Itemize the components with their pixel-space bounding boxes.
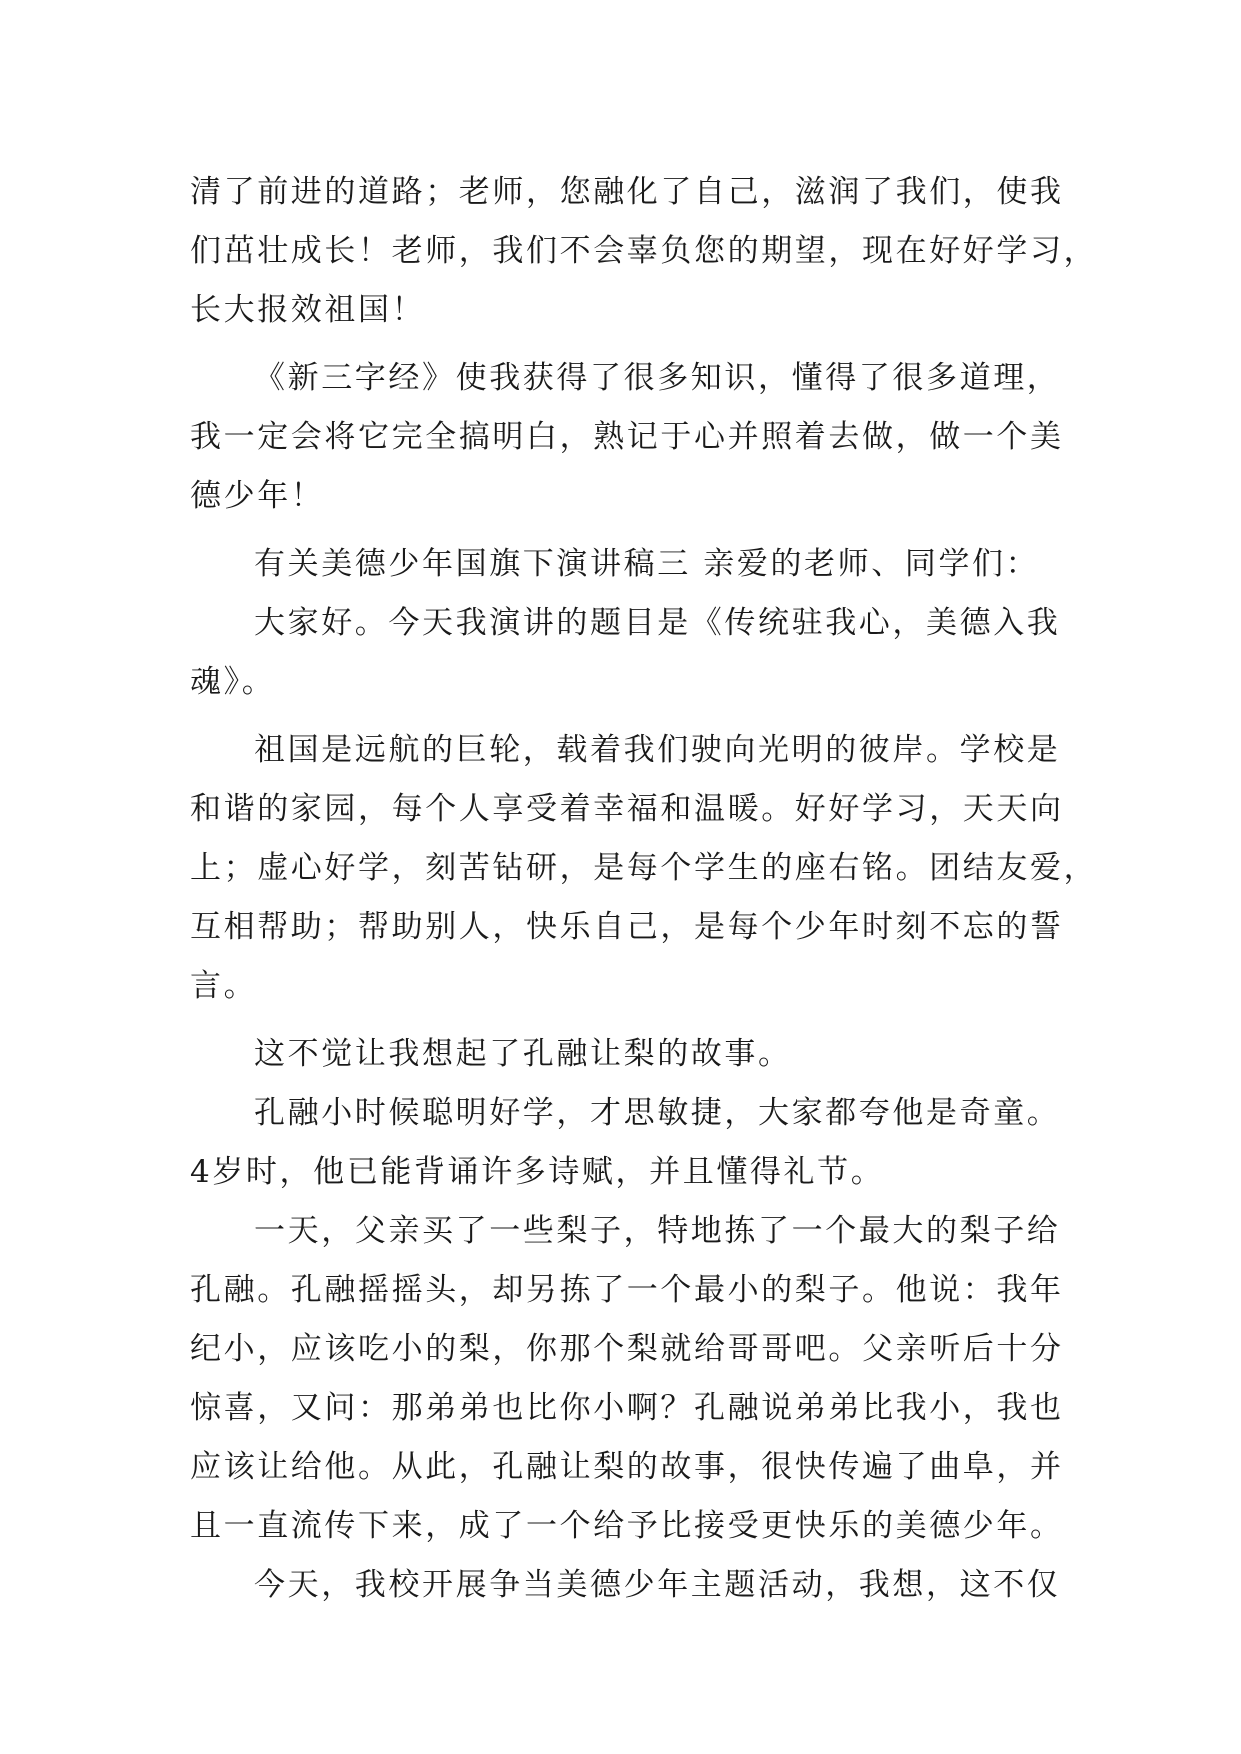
text-line: 纪小，应该吃小的梨，你那个梨就给哥哥吧。父亲听后十分	[190, 1331, 1064, 1367]
text-line: 孔融小时候聪明好学，才思敏捷，大家都夸他是奇童。	[254, 1095, 1061, 1131]
text-line: 惊喜，又问：那弟弟也比你小啊？孔融说弟弟比我小，我也	[190, 1390, 1064, 1426]
paragraph-teacher-gratitude	[190, 163, 1098, 340]
text-line: 们茁壮成长！老师，我们不会辜负您的期望，现在好好学习，	[190, 233, 1098, 269]
speech-heading: 有关美德少年国旗下演讲稿三 亲爱的老师、同学们：	[254, 546, 1040, 582]
text-line: 大家好。今天我演讲的题目是《传统驻我心，美德入我	[254, 605, 1061, 641]
text-line: 孔融。孔融摇摇头，却另拣了一个最小的梨子。他说：我年	[190, 1272, 1064, 1308]
text-line: 德少年！	[190, 478, 325, 514]
paragraph-new-three-character-classic	[190, 349, 1070, 526]
paragraph-speech-heading	[190, 535, 1070, 594]
text-line: 4岁时，他已能背诵许多诗赋，并且懂得礼节。	[190, 1154, 885, 1190]
text-line: 长大报效祖国！	[190, 292, 426, 328]
text-line: 上；虚心好学，刻苦钻研，是每个学生的座右铭。团结友爱，	[190, 850, 1098, 886]
text-line: 应该让给他。从此，孔融让梨的故事，很快传遍了曲阜，并	[190, 1449, 1064, 1485]
paragraph-motherland	[190, 721, 1098, 1016]
text-line: 今天，我校开展争当美德少年主题活动，我想，这不仅	[254, 1567, 1061, 1603]
paragraph-kong-rong-childhood	[190, 1084, 1070, 1202]
text-line: 言。	[190, 968, 258, 1004]
text-line: 我一定会将它完全搞明白，熟记于心并照着去做，做一个美	[190, 419, 1064, 455]
paragraph-school-activity	[190, 1556, 1070, 1615]
paragraph-pear-story	[190, 1202, 1070, 1556]
text-line: 互相帮助；帮助别人，快乐自己，是每个少年时刻不忘的誓	[190, 909, 1064, 945]
paragraph-kong-rong-intro	[190, 1025, 1070, 1084]
document-body	[190, 163, 1098, 1615]
text-line: 清了前进的道路；老师，您融化了自己，滋润了我们，使我	[190, 174, 1064, 210]
text-line: 《新三字经》使我获得了很多知识，懂得了很多道理，	[254, 360, 1061, 396]
text-line: 这不觉让我想起了孔融让梨的故事。	[254, 1036, 792, 1072]
text-line: 魂》。	[190, 664, 276, 700]
text-line: 且一直流传下来，成了一个给予比接受更快乐的美德少年。	[190, 1508, 1064, 1544]
text-line: 一天，父亲买了一些梨子，特地拣了一个最大的梨子给	[254, 1213, 1061, 1249]
paragraph-greeting	[190, 594, 1070, 712]
text-line: 和谐的家园，每个人享受着幸福和温暖。好好学习，天天向	[190, 791, 1064, 827]
text-line: 祖国是远航的巨轮，载着我们驶向光明的彼岸。学校是	[254, 732, 1061, 768]
